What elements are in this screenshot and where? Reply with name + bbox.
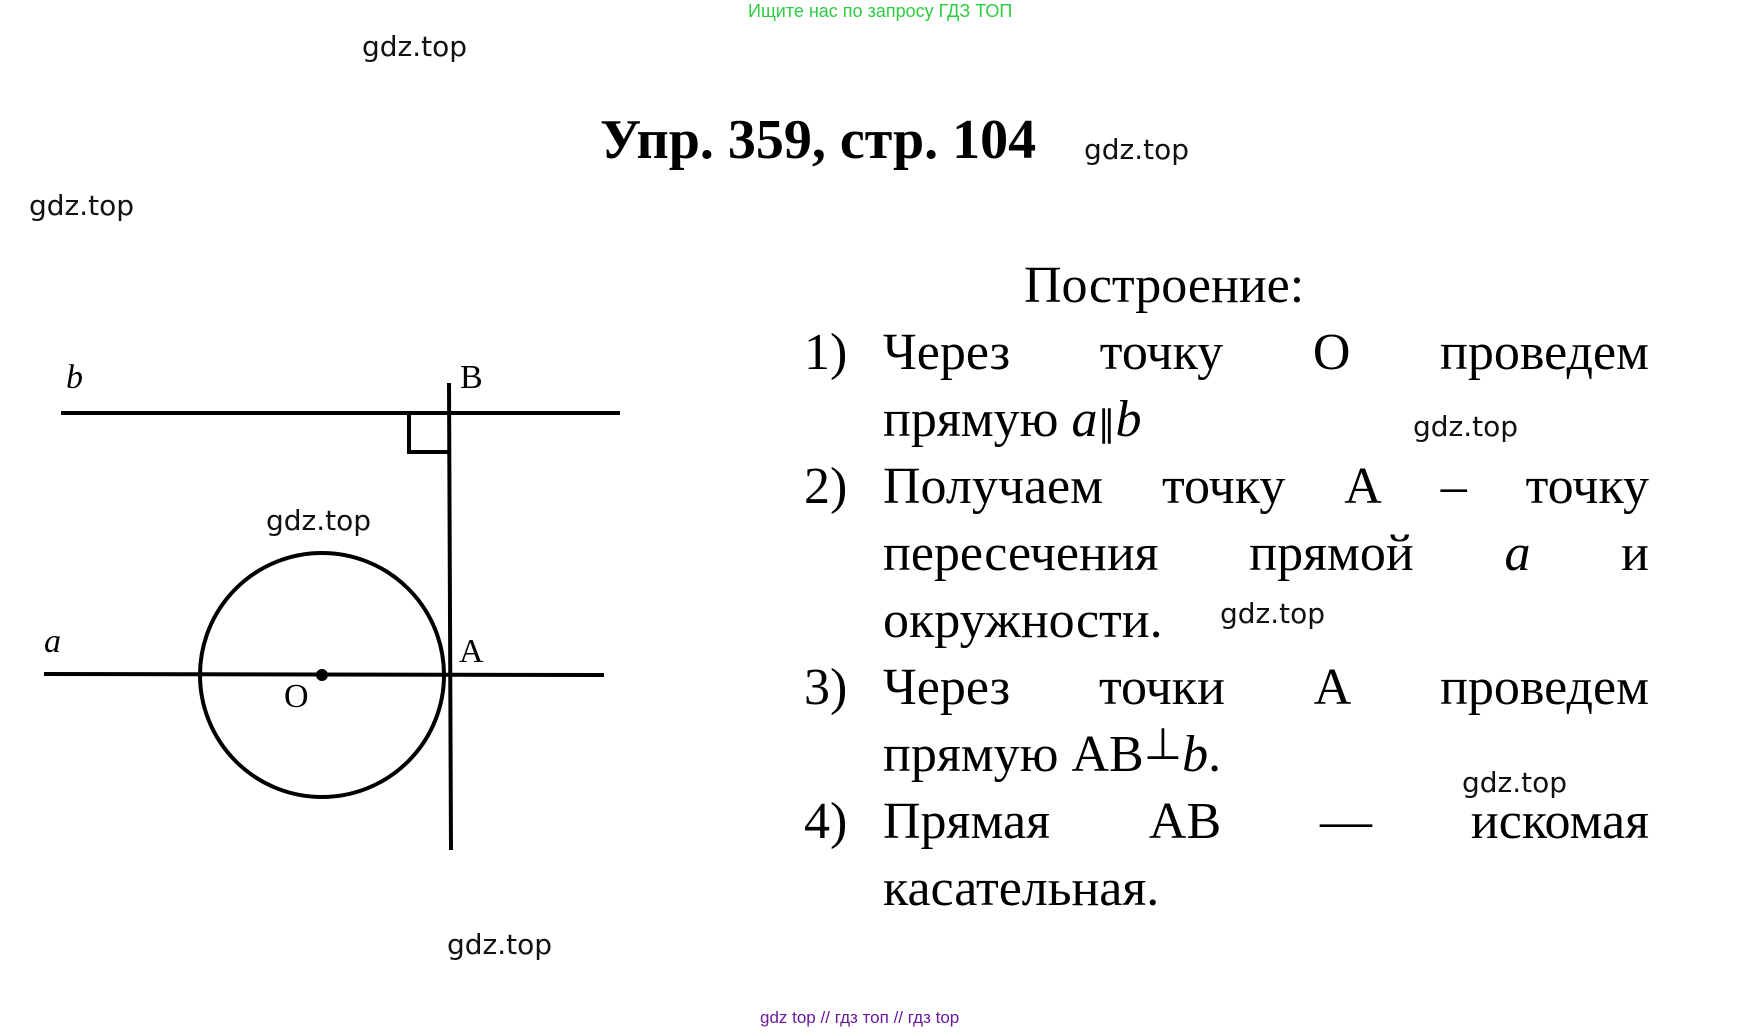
label-A: A [459, 633, 484, 670]
promo-text: Ищите нас по запросу ГДЗ ТОП [748, 1, 1013, 21]
word: точку [1525, 458, 1649, 515]
word: точку [1161, 458, 1286, 515]
word: точку [1099, 324, 1224, 381]
word: О [1312, 324, 1351, 381]
step-2-number: 2) [804, 458, 848, 515]
var-a: a [1071, 391, 1098, 448]
watermark: gdz.top [266, 504, 372, 537]
step-1-line-2 [883, 390, 1649, 449]
word: А [1313, 659, 1352, 716]
page-title: Упр. 359, стр. 104 [600, 109, 1037, 171]
step-4-number: 4) [804, 793, 848, 850]
label-O: O [284, 678, 309, 715]
step-3-number: 3) [804, 659, 848, 716]
perpendicular-symbol: ⊥ [1143, 720, 1183, 769]
footer-link[interactable]: gdz top [760, 1008, 816, 1027]
word: искомая [1470, 793, 1649, 850]
watermark: gdz.top [1220, 597, 1326, 630]
step-2-line-1 [883, 457, 1649, 516]
label-a: a [44, 623, 61, 660]
step-2-line-3: окружности. [883, 592, 1163, 649]
construction-figure [0, 340, 720, 860]
step-1-number: 1) [804, 324, 848, 381]
center-point-o [316, 669, 328, 681]
word: Получаем [883, 458, 1104, 515]
step-4-line-2: касательная. [883, 860, 1160, 917]
word: и [1621, 525, 1649, 582]
word: — [1320, 793, 1373, 850]
word: Прямая [883, 793, 1051, 850]
watermark: gdz.top [447, 928, 553, 961]
step-2-line-2 [883, 524, 1649, 583]
word: пересечения [883, 525, 1159, 582]
var-a: a [1504, 525, 1531, 582]
line-ab [449, 383, 451, 850]
watermark: gdz.top [362, 30, 468, 63]
word: прямую [883, 391, 1072, 448]
var-b: b [1115, 391, 1142, 448]
word: Через [883, 324, 1011, 381]
right-angle-mark [409, 413, 449, 452]
footer-separator: // [820, 1008, 830, 1027]
step-4-line-1 [883, 792, 1649, 851]
parallel-symbol: ∥ [1097, 404, 1116, 444]
step-1-line-1 [883, 323, 1649, 382]
word: прямую АВ [883, 726, 1144, 783]
word: Через [883, 659, 1011, 716]
watermark: gdz.top [1413, 410, 1519, 443]
word: АВ [1148, 793, 1222, 850]
word: А [1344, 458, 1382, 515]
label-B: B [460, 359, 483, 396]
word: прямой [1249, 525, 1414, 582]
word: проведем [1440, 324, 1649, 381]
word: точки [1098, 659, 1225, 716]
footer-links [760, 1008, 959, 1028]
var-b: b [1182, 726, 1209, 783]
footer-link[interactable]: гдз топ [834, 1008, 889, 1027]
footer-link[interactable]: гдз top [907, 1008, 960, 1027]
label-b: b [66, 359, 83, 396]
watermark: gdz.top [1084, 133, 1190, 166]
construction-heading: Построение: [1024, 257, 1305, 314]
footer-separator: // [893, 1008, 904, 1027]
period: . [1208, 726, 1222, 783]
word: проведем [1440, 659, 1649, 716]
watermark: gdz.top [29, 189, 135, 222]
watermark: gdz.top [1462, 766, 1568, 799]
word: – [1440, 458, 1467, 515]
step-3-line-1 [883, 658, 1649, 717]
step-3-line-2 [883, 720, 1649, 784]
